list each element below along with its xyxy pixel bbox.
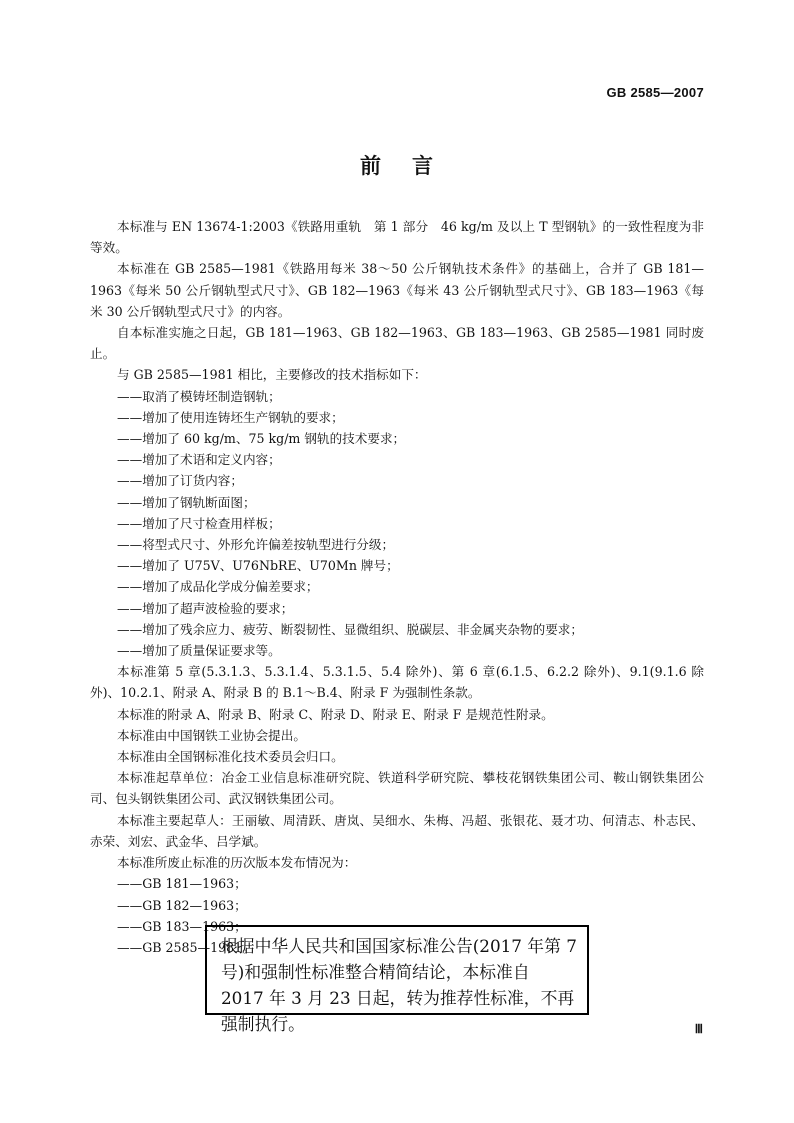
change-item: ——增加了质量保证要求等。 (117, 643, 281, 659)
title-char-2: 言 (412, 153, 434, 178)
change-item: ——增加了使用连铸坯生产钢轨的要求； (117, 409, 344, 425)
paragraph: 本标准与 EN 13674-1:2003《铁路用重轨 第 1 部分 46 kg/m 及以上 T 型钢轨》的一致性程度为非等效。 (90, 219, 704, 256)
change-item: ——增加了钢轨断面图； (117, 494, 256, 510)
paragraph: 本标准由全国钢标准化技术委员会归口。 (117, 749, 344, 765)
page-title (0, 150, 794, 180)
change-item: ——增加了 60 kg/m、75 kg/m 钢轨的技术要求； (117, 431, 406, 447)
change-item: ——取消了模铸坯制造钢轨； (117, 388, 281, 404)
paragraph: 本标准第 5 章(5.3.1.3、5.3.1.4、5.3.1.5、5.4 除外)、第 6 章(6.1.5、6.2.2 除外)、9.1(9.1.6 除外)、10.2.1、附录 A、附录 B 的 B.1～B.4、附录 F 为强制性条款。 (90, 664, 704, 701)
paragraph: 本标准起草单位：冶金工业信息标准研究院、铁道科学研究院、攀枝花钢铁集团公司、鞍山钢铁集团公司、包头钢铁集团公司、武汉钢铁集团公司。 (90, 770, 704, 807)
change-item: ——增加了成品化学成分偏差要求； (117, 579, 319, 595)
change-item: ——增加了超声波检验的要求； (117, 600, 294, 616)
title-char-1: 前 (360, 153, 382, 178)
page-number: Ⅲ (694, 1022, 702, 1036)
change-item: ——增加了残余应力、疲劳、断裂韧性、显微组织、脱碳层、非金属夹杂物的要求； (117, 621, 583, 637)
paragraph: 本标准的附录 A、附录 B、附录 C、附录 D、附录 E、附录 F 是规范性附录。 (117, 706, 554, 722)
change-item: ——增加了术语和定义内容； (117, 452, 281, 468)
paragraph: 本标准由中国钢铁工业协会提出。 (117, 727, 306, 743)
change-item: ——增加了订货内容； (117, 473, 243, 489)
standard-code: GB 2585—2007 (606, 85, 704, 100)
paragraph: 本标准所废止标准的历次版本发布情况为： (117, 855, 357, 871)
paragraph: 本标准主要起草人：王丽敏、周清跃、唐岚、吴细水、朱梅、冯超、张银花、聂才功、何清志、朴志民、赤荣、刘宏、武金华、吕学斌。 (90, 812, 704, 849)
paragraph: 自本标准实施之日起，GB 181—1963、GB 182—1963、GB 183—1963、GB 2585—1981 同时废止。 (90, 325, 704, 362)
paragraph: 与 GB 2585—1981 相比，主要修改的技术指标如下： (117, 367, 427, 383)
history-item: ——GB 183—1963； (117, 918, 247, 934)
notice-box: 根据中华人民共和国国家标准公告(2017 年第 7 号)和强制性标准整合精简结论，本标准自 2017 年 3 月 23 日起，转为推荐性标准，不再强制执行。 (205, 925, 589, 1015)
history-item: ——GB 181—1963； (117, 876, 247, 892)
change-item: ——将型式尺寸、外形允许偏差按轨型进行分级； (117, 537, 395, 553)
history-item: ——GB 182—1963； (117, 897, 247, 913)
paragraph: 本标准在 GB 2585—1981《铁路用每米 38～50 公斤钢轨技术条件》的基础上，合并了 GB 181—1963《每米 50 公斤钢轨型式尺寸》、GB 182—1963《每米 43 公斤钢轨型式尺寸》、GB 183—1963《每米 30 公斤钢轨型式尺寸》的内容。 (90, 261, 704, 319)
change-item: ——增加了尺寸检查用样板； (117, 515, 281, 531)
foreword-body (90, 216, 704, 958)
history-item: ——GB 2585—1981。 (117, 939, 255, 955)
change-item: ——增加了 U75V、U76NbRE、U70Mn 牌号； (117, 558, 399, 574)
